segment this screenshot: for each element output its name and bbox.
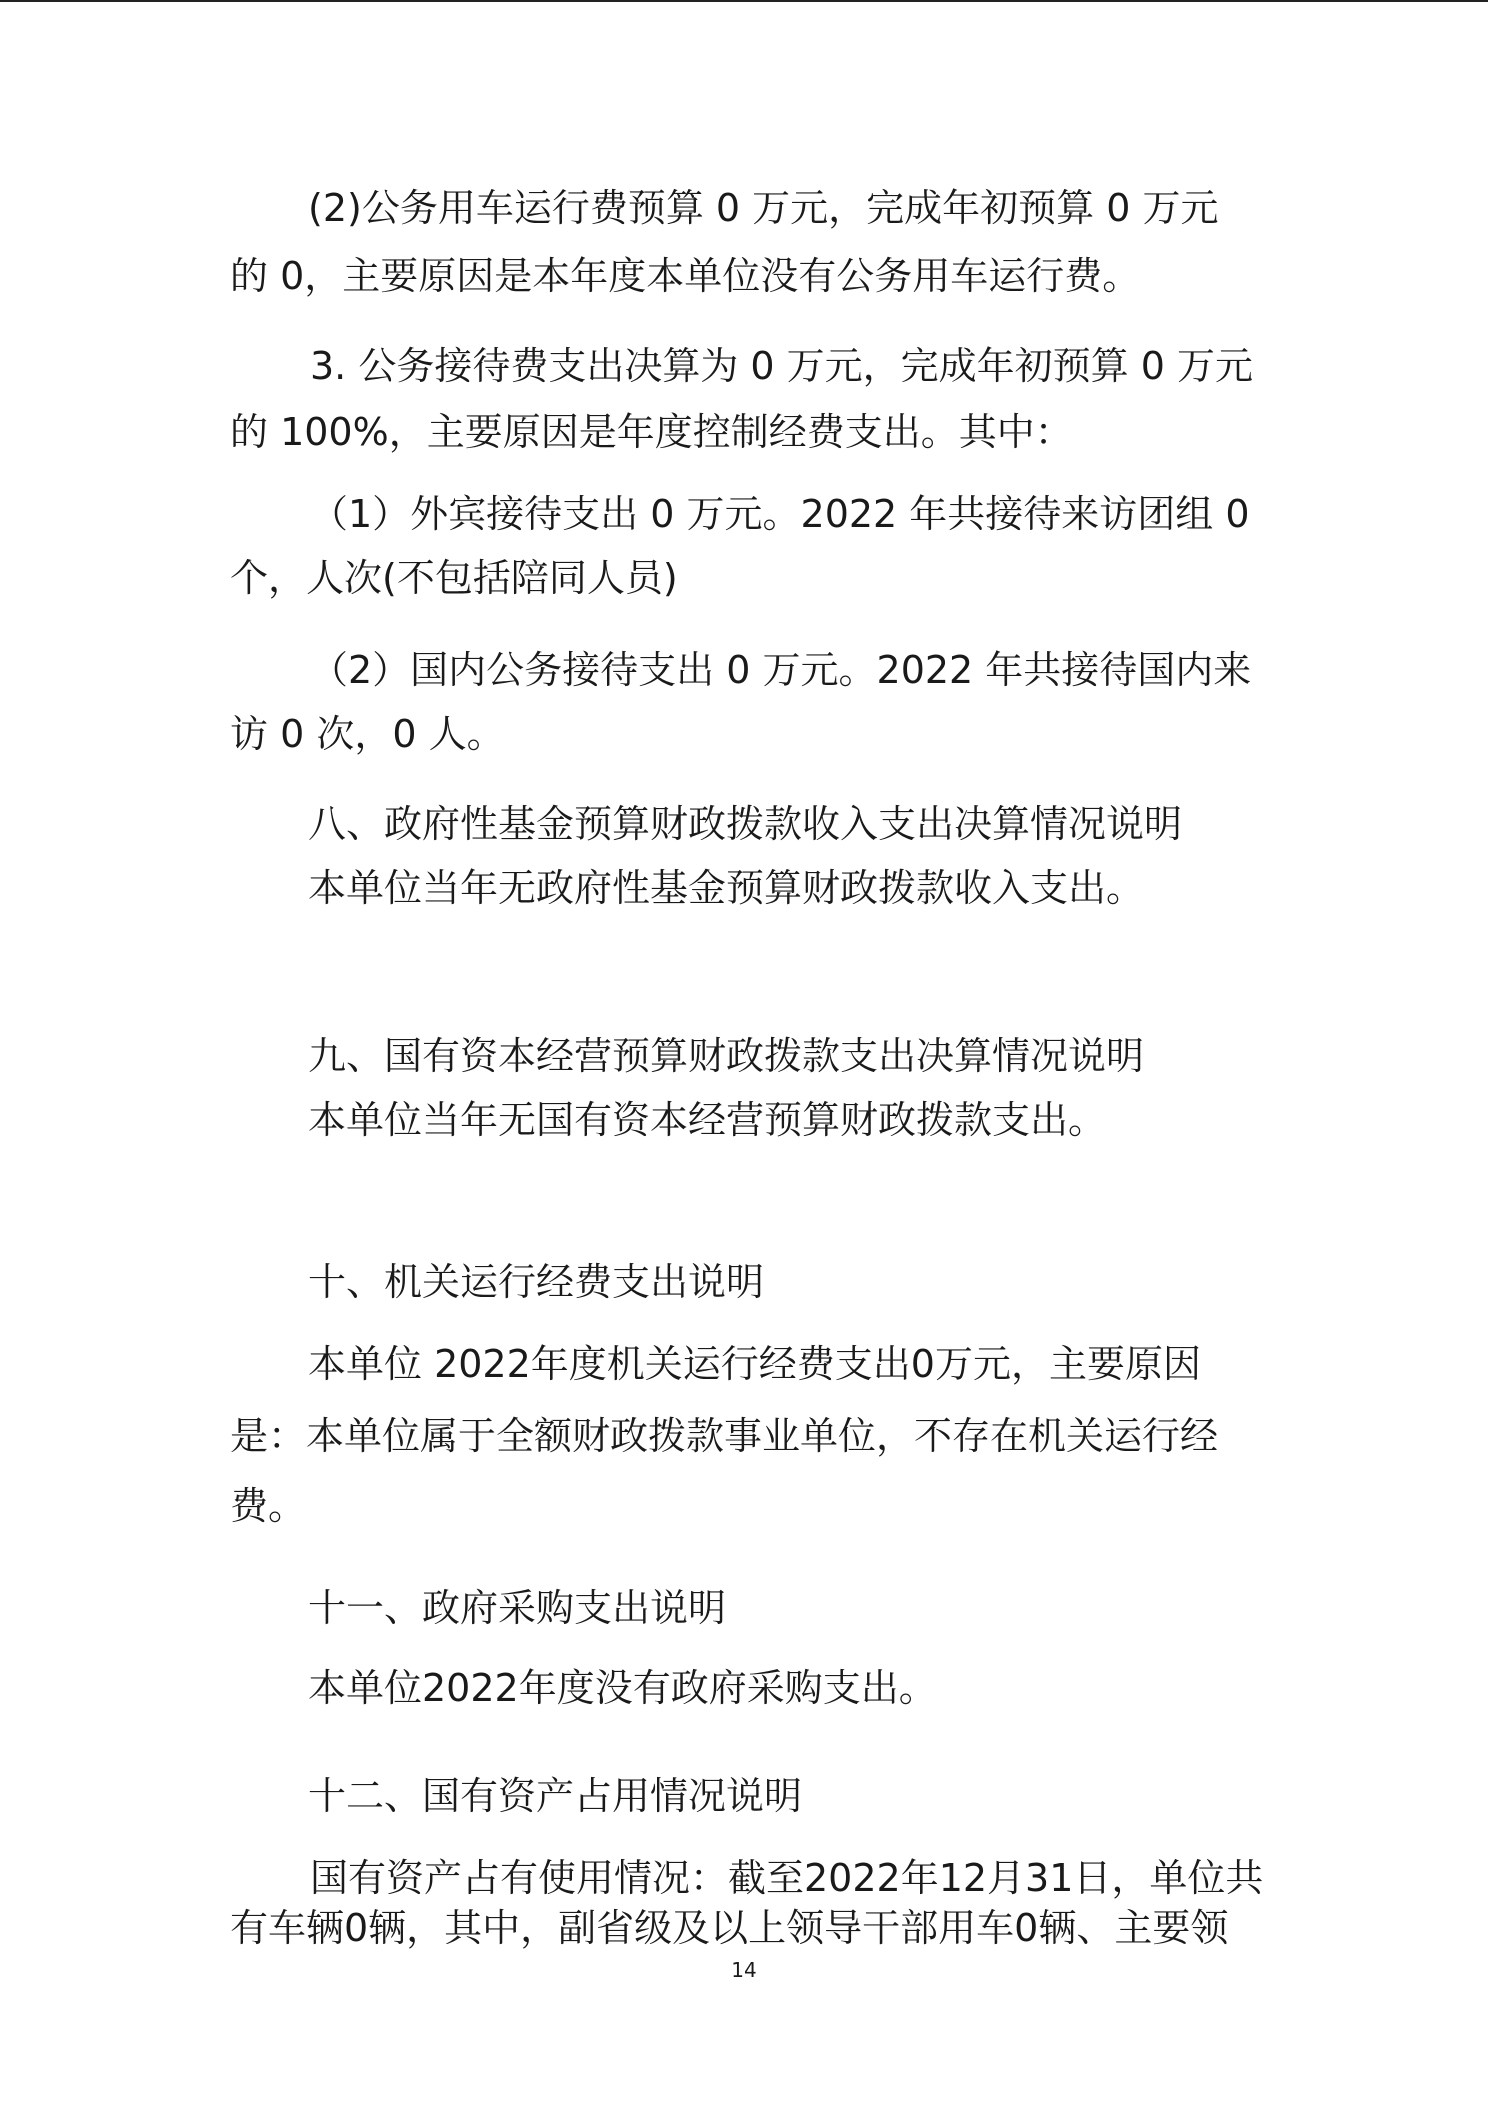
section-heading: 十一、政府采购支出说明: [308, 1586, 727, 1630]
text-line: 本单位当年无国有资本经营预算财政拨款支出。: [308, 1098, 1107, 1142]
text-line: （1）外宾接待支出 0 万元。2022 年共接待来访团组 0: [310, 492, 1250, 536]
text-line: 是：本单位属于全额财政拨款事业单位，不存在机关运行经: [230, 1414, 1219, 1458]
text-line: 的 100%，主要原因是年度控制经费支出。其中：: [230, 410, 1073, 454]
text-line: 访 0 次，0 人。: [230, 712, 505, 756]
text-line: 国有资产占有使用情况：截至2022年12月31日，单位共: [310, 1856, 1264, 1900]
section-heading: 十、机关运行经费支出说明: [308, 1260, 765, 1304]
section-heading: 九、国有资本经营预算财政拨款支出决算情况说明: [308, 1034, 1145, 1078]
text-line: 本单位2022年度没有政府采购支出。: [308, 1666, 937, 1710]
text-line: 有车辆0辆，其中，副省级及以上领导干部用车0辆、主要领: [230, 1906, 1229, 1950]
text-line: 的 0，主要原因是本年度本单位没有公务用车运行费。: [230, 254, 1141, 298]
section-heading: 十二、国有资产占用情况说明: [308, 1774, 803, 1818]
text-line: 本单位当年无政府性基金预算财政拨款收入支出。: [308, 866, 1145, 910]
text-line: 3. 公务接待费支出决算为 0 万元，完成年初预算 0 万元: [310, 344, 1254, 388]
text-line: （2）国内公务接待支出 0 万元。2022 年共接待国内来: [310, 648, 1252, 692]
text-line: 费。: [230, 1484, 307, 1528]
text-line: (2)公务用车运行费预算 0 万元，完成年初预算 0 万元: [308, 186, 1219, 230]
page-number: 14: [731, 1958, 757, 1982]
section-heading: 八、政府性基金预算财政拨款收入支出决算情况说明: [308, 802, 1183, 846]
text-line: 本单位 2022年度机关运行经费支出0万元，主要原因: [308, 1342, 1201, 1386]
text-line: 个，人次(不包括陪同人员): [230, 556, 678, 600]
